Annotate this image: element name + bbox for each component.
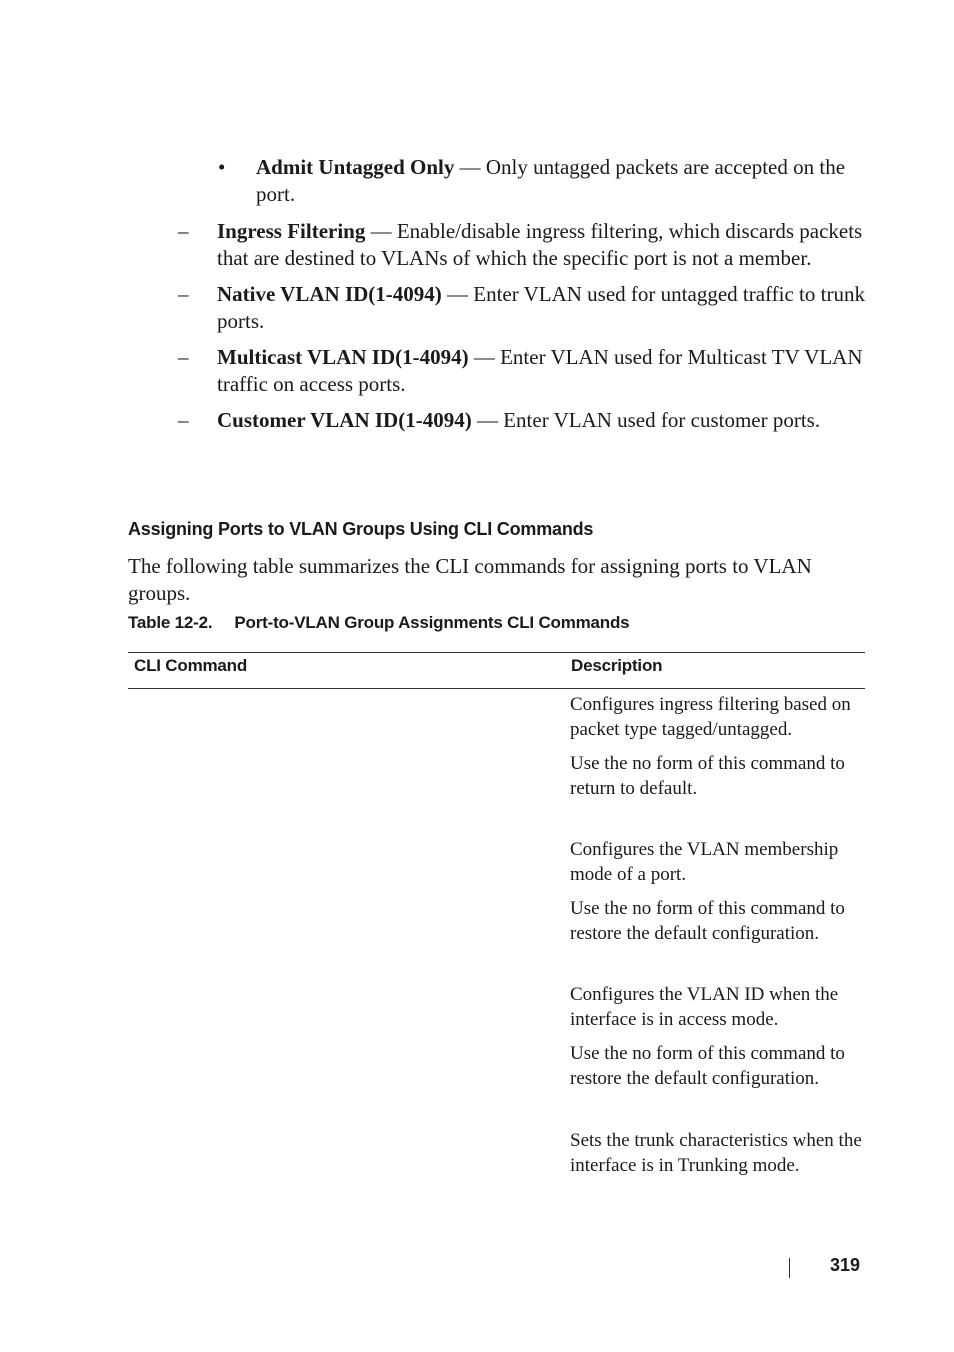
dash-mark: –: [178, 219, 189, 243]
footer-divider: [789, 1258, 790, 1278]
header-description: Description: [571, 656, 663, 675]
row-description-note: Use the no form of this command to restore the default configuration.: [570, 1043, 845, 1089]
item-term: Native VLAN ID(1-4094): [217, 282, 442, 306]
bullet-term: Admit Untagged Only: [256, 155, 455, 179]
bullet-text: [256, 154, 858, 208]
dash-mark: –: [178, 408, 189, 432]
page-number: 319: [830, 1255, 861, 1275]
item-description: — Enter VLAN used for Multicast TV VLAN traffic on access ports.: [217, 345, 863, 396]
row-description-note: Use the no form of this command to return to default.: [570, 753, 845, 799]
section-heading: Assigning Ports to VLAN Groups Using CLI Commands: [128, 519, 594, 539]
table-caption: [128, 613, 629, 633]
bullet-description: — Only untagged packets are accepted on the port.: [256, 155, 846, 206]
item-description: — Enter VLAN used for untagged traffic to trunk ports.: [217, 282, 865, 333]
table-caption-number: Table 12-2.: [128, 613, 213, 632]
table-row: [570, 1128, 862, 1178]
bullet-item-admit-untagged: [218, 154, 858, 208]
item-term: Ingress Filtering: [217, 219, 366, 243]
item-term: Multicast VLAN ID(1-4094): [217, 345, 469, 369]
list-item: [178, 407, 868, 434]
row-description: Configures the VLAN membership mode of a port.: [570, 839, 839, 885]
dash-mark: –: [178, 282, 189, 306]
row-description-note: Use the no form of this command to restore the default configuration.: [570, 898, 845, 944]
list-item: [178, 218, 868, 272]
table-caption-title: Port-to-VLAN Group Assignments CLI Commands: [234, 613, 630, 632]
table-top-rule: [128, 652, 865, 653]
table-header-rule: [128, 688, 865, 689]
list-item: [178, 344, 868, 398]
dash-list: [178, 218, 868, 443]
item-term: Customer VLAN ID(1-4094): [217, 408, 472, 432]
list-item: [178, 281, 868, 335]
row-description: Configures ingress filtering based on packet type tagged/untagged.: [570, 694, 851, 740]
table-row: [570, 837, 862, 946]
header-cli-command: CLI Command: [134, 656, 248, 675]
row-description: Configures the VLAN ID when the interface is in access mode.: [570, 984, 839, 1030]
bullet-mark: •: [218, 155, 226, 179]
table-row: [570, 692, 862, 801]
item-description: — Enable/disable ingress filtering, which discards packets that are destined to VLANs of which the specific port is not a member.: [217, 219, 863, 270]
table-row: [570, 982, 862, 1091]
intro-paragraph: The following table summarizes the CLI commands for assigning ports to VLAN groups.: [128, 554, 812, 605]
item-description: — Enter VLAN used for customer ports.: [471, 408, 821, 432]
dash-mark: –: [178, 345, 189, 369]
row-description: Sets the trunk characteristics when the interface is in Trunking mode.: [570, 1130, 862, 1176]
